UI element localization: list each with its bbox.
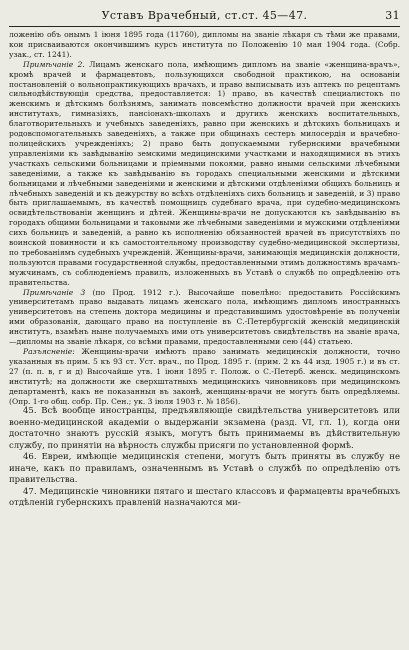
paragraph-continuation xyxy=(9,30,400,60)
header-rule xyxy=(9,26,400,27)
article-46 xyxy=(9,452,400,487)
running-header xyxy=(9,6,400,26)
header-title: Уставъ Врачебный, ст.ст. 45—47. xyxy=(101,9,308,22)
article-45 xyxy=(9,406,400,452)
note-paragraph xyxy=(9,60,400,288)
note-text: (по Прод. 1912 г.). Высочайше повелѣно: предоставить Россійскимъ университетамъ право выдавать лицамъ женскаго пола, имѣющимъ дипломъ иностранныхъ университетовъ на степень доктора медицины и представившимъ удостовѣреніе въ полученіи ими образованія, дающаго право на поступленіе въ С.-Петербургскій женскій медицинскій институтъ, взамѣнъ ныне получаемыхъ ими отъ университетовъ свидѣтельствъ на званіе врача,—дипломы на званіе лѣкаря, со всѣми правами, предоставленными сею (44) статьею. xyxy=(9,287,400,347)
note-paragraph xyxy=(9,288,400,347)
explanation-text: Женщины-врачи имѣютъ право занимать медицинскія должности, точно указанныя въ прим. 5 къ 93 ст. Уст. врач., по Прод. 1895 г. (прим. 2 къ 44 изд. 1905 г.) и въ ст. 27 (п. п. в, г и д) Высочайше утв. 1 іюня 1895 г. Полож. о С.-Петерб. женск. медицинскомъ институтѣ; на должности же сверхштатныхъ медицинскихъ чиновниковъ при медицинскомъ департаментѣ, какъ не показанныя въ законѣ, женщины-врачи не могутъ быть опредѣляемы. (Опр. 1-го общ. собр. Пр. Сен.; ук. 3 іюля 1903 г. № 1856). xyxy=(9,347,400,406)
explanation-paragraph xyxy=(9,347,400,406)
page-number: 31 xyxy=(385,9,400,22)
article-text: 47. Медицинскіе чиновники пятаго и шестаго классовъ и фармацевты врачебныхъ отдѣленій губернскихъ правленій назначаются ми- xyxy=(9,486,400,509)
note-label: Примѣчаніе 3 xyxy=(23,287,86,297)
note-text: Лицамъ женскаго пола, имѣющимъ дипломъ на званіе «женщина-врачъ», кромѣ врачей и фармацевтовъ, пользующихся свободной практикою, на основаніи постановленій о вольнопрактикующихъ врачахъ, и право выписывать изъ аптекъ по рецептамъ сильнодѣйствующія средства, предоставляется: 1) право, въ качествѣ специалистокъ по женскимъ и дѣтскимъ болѣзнямъ, занимать повсемѣстно должности врачей при женскихъ институтахъ, гимназіяхъ, пансіонахъ-школахъ и другихъ женскихъ воспитательныхъ, благотворительныхъ и учебныхъ заведеніяхъ, равно при женскихъ и дѣтскихъ больницахъ и родовспомогательныхъ заведеніяхъ, а также при общинахъ сестеръ милосердія и врачебно-полицейскихъ учрежденіяхъ; 2) право быть допускаемыми губернскими врачебными управленіями къ завѣдыванію земскими медицинскими участками и находящимися въ этихъ участкахъ сельскими больницами и пріемными покоями, равно иными сельскими лѣчебными заведеніями, а также къ завѣдыванію въ городахъ специальными женскими и дѣтскими больницами и лѣчебными заведеніями и женскими и дѣтскими отдѣленіями общихъ больницъ и лѣчебныхъ заведеній и къ дежурству во всѣхъ отдѣленіяхъ сихъ больницъ и заведеній, и 3) право быть приглашаемымъ, въ качествѣ помощницъ судебнаго врача, при судебно-медицинскомъ освидѣтельствованіи женщинъ и дѣтей. Женщины-врачи не допускаются къ завѣдыванію въ городахъ общими больницами и таковыми же лѣчебными заведеніями и мужскими отдѣленіями сихъ больницъ и заведеній, а равно къ исполненію обязанностей врачей въ присутствіяхъ по воинской повинности и къ самостоятельному производству судебно-медицинской экспертизы, по требованіямъ судебныхъ учрежденій. Женщины-врачи, занимающія медицинскія должности, пользуются правами государственной службы, предоставленными этимъ должностямъ врачамъ-мужчинамъ, съ соблюденіемъ правилъ, изложенныхъ въ Уставѣ о службѣ по опредѣленію отъ правительства. xyxy=(9,59,400,287)
explanation-label: Разъясненіе: xyxy=(23,347,75,356)
document-body xyxy=(9,30,400,510)
article-text: 45. Всѣ вообще иностранцы, предъявляющіе свидѣтельства университетовъ или военно-медицинской академіи о выдержаніи экзамена (разд. VI, гл. 1), когда они достаточно знаютъ русскій языкъ, могутъ быть принимаемы въ дѣйствительную службу, по принятіи на вѣрность службы присяги по установленной формѣ. xyxy=(9,406,400,451)
article-47 xyxy=(9,487,400,510)
note-label: Примѣчаніе 2. xyxy=(23,59,85,69)
paragraph-text: ложенію объ онымъ 1 іюня 1895 года (11760), дипломы на званіе лѣкаря съ тѣми же правами, кои присваиваются окончившимъ курсъ института по Положенію 10 мая 1904 года. (Собр. узак., ст. 1241). xyxy=(9,30,400,59)
article-text: 46. Евреи, имѣющіе медицинскія степени, могутъ быть приняты въ службу не иначе, какъ по правиламъ, означеннымъ въ Уставѣ о службѣ по опредѣленію отъ правительства. xyxy=(9,452,400,486)
